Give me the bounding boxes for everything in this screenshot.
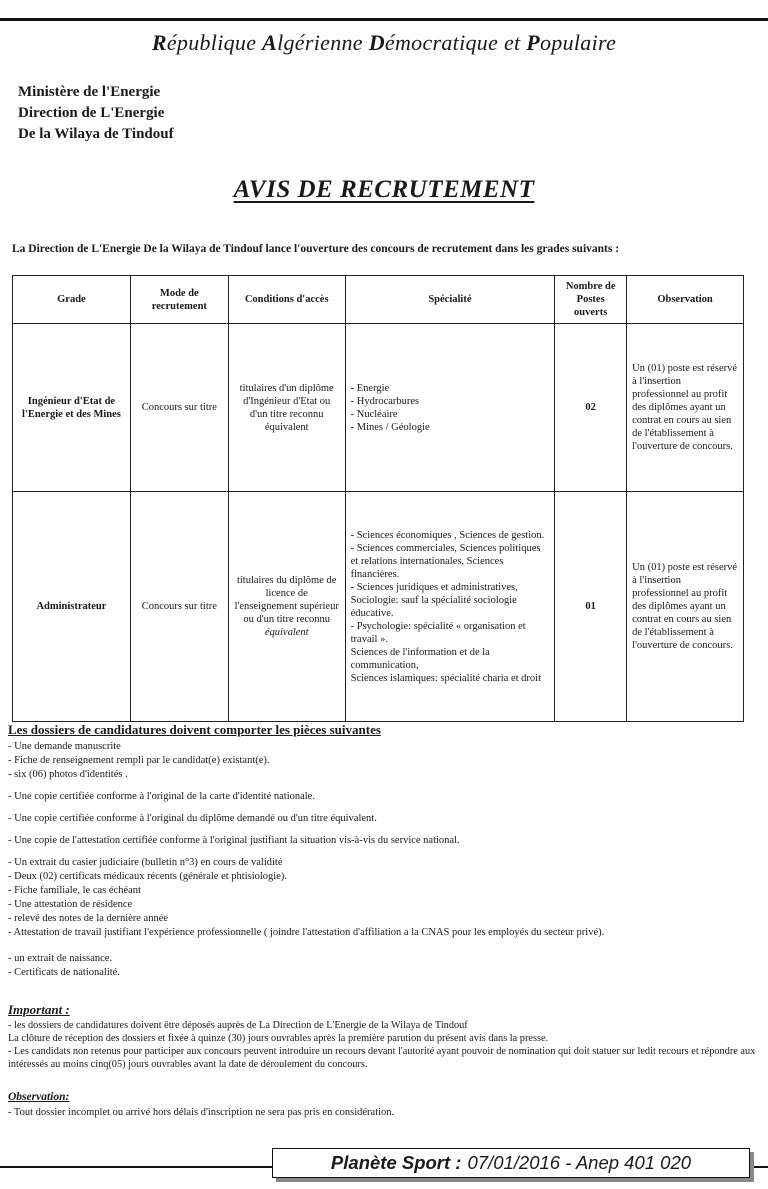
specialite-item: - Sciences juridiques et administratives, Sociologie: sauf la spécialité sociologie éducative. (350, 581, 518, 619)
important-text (8, 1019, 756, 1071)
cell-observation: Un (01) poste est réservé à l'insertion professionnel au profit des diplômes ayant un contrat en cours au sien de l'établissement à l'ouverture de concours. (627, 324, 744, 492)
important-line: - Les candidats non retenus pour participer aux concours peuvent introduire un recours devant l'autorité ayant pouvoir de nomination qui doit statuer sur ledit recours et répondre aux intéressés au moins cinq(05) jours ouvrables avant la date de déroulement du concours. (8, 1046, 756, 1070)
cell-observation: Un (01) poste est réservé à l'insertion professionnel au profit des diplômes ayant un contrat en cours au sien de l'établissement à l'ouverture de concours. (627, 492, 744, 722)
direction-line: Direction de L'Energie (18, 105, 165, 121)
cell-postes: 01 (555, 492, 627, 722)
cell-conditions: titulaires d'un diplôme d'Ingénieur d'Etat ou d'un titre reconnu équivalent (228, 324, 345, 492)
specialite-item: Sciences islamiques: spécialité charia et droit (350, 672, 542, 684)
header-postes: Nombre de Postes ouverts (555, 276, 627, 324)
table-row (13, 324, 744, 492)
list-item: - Une attestation de résidence (8, 899, 133, 910)
ministry-block (18, 82, 174, 145)
list-item: - Deux (02) certificats médicaux récents (générale et phtisiologie). (8, 871, 288, 882)
important-heading: Important : (8, 1002, 70, 1017)
important-line: - les dossiers de candidatures doivent être déposés auprès de La Direction de L'Energie de la Wilaya de Tindouf (8, 1020, 468, 1031)
header-mode: Mode de recrutement (130, 276, 228, 324)
wilaya-line: De la Wilaya de Tindouf (18, 126, 174, 142)
header-grade: Grade (13, 276, 131, 324)
cell-grade: Administrateur (13, 492, 131, 722)
specialite-item: - Energie (350, 382, 390, 394)
header-observation: Observation (627, 276, 744, 324)
observation-heading: Observation: (8, 1091, 70, 1103)
source-box (272, 1148, 750, 1178)
conditions-tail: équivalent (264, 627, 309, 638)
top-rule (0, 18, 768, 21)
cell-specialites (345, 492, 555, 722)
important-line: La clôture de réception des dossiers et fixée à quinze (30) jours ouvrables après la première parution du présent avis dans la presse. (8, 1033, 549, 1044)
cell-mode: Concours sur titre (130, 324, 228, 492)
intro-paragraph: La Direction de L'Energie De la Wilaya de Tindouf lance l'ouverture des concours de recrutement dans les grades suivants : (12, 243, 620, 255)
dossiers-heading: Les dossiers de candidatures doivent comporter les pièces suivantes (8, 722, 381, 737)
list-item: - Une demande manuscrite (8, 741, 121, 752)
page-title: AVIS DE RECRUTEMENT (233, 176, 535, 203)
list-item: - Une copie de l'attestation certifiée conforme à l'original justifiant la situation vis-à-vis du service national. (8, 835, 460, 846)
header-conditions: Conditions d'accès (228, 276, 345, 324)
list-item: - Fiche familiale, le cas échéant (8, 885, 141, 896)
list-item: - un extrait de naissance. (8, 953, 113, 964)
source-name: Planète Sport : (330, 1152, 462, 1173)
specialite-item: - Nucléaire (350, 408, 398, 420)
specialite-item: - Sciences économiques , Sciences de gestion. (350, 529, 545, 541)
cell-specialites (345, 324, 555, 492)
conditions-main: titulaires du diplôme de licence de l'enseignement supérieur ou d'un titre reconnu (234, 575, 339, 625)
table-header-row (13, 276, 744, 324)
dossiers-list (8, 740, 753, 980)
list-item: - Une copie certifiée conforme à l'original du diplôme demandé ou d'un titre équivalent. (8, 813, 377, 824)
list-item: - six (06) photos d'identités . (8, 769, 128, 780)
recruitment-table (12, 275, 744, 722)
list-item: - Fiche de renseignement rempli par le candidat(e) existant(e). (8, 755, 270, 766)
list-item: - Un extrait du casier judiciaire (bulletin n°3) en cours de validité (8, 857, 283, 868)
cell-mode: Concours sur titre (130, 492, 228, 722)
republic-heading: République Algérienne Démocratique et Populaire (151, 30, 617, 55)
list-item: - relevé des notes de la dernière année (8, 913, 169, 924)
cell-grade: Ingénieur d'Etat de l'Energie et des Mines (13, 324, 131, 492)
list-item: - Une copie certifiée conforme à l'original de la carte d'identité nationale. (8, 791, 315, 802)
list-item: - Attestation de travail justifiant l'expérience professionnelle ( joindre l'attestation d'affiliation a la CNAS pour les employés du secteur privé). (8, 927, 605, 938)
cell-postes: 02 (555, 324, 627, 492)
observation-text: - Tout dossier incomplet ou arrivé hors délais d'inscription ne sera pas pris en considération. (8, 1107, 395, 1118)
ministry-line: Ministère de l'Energie (18, 84, 161, 100)
specialite-item: - Sciences commerciales, Sciences politiques et relations internationales, Sciences financières. (350, 542, 541, 580)
source-ref: 07/01/2016 - Anep 401 020 (467, 1152, 692, 1173)
table-row (13, 492, 744, 722)
list-item: - Certificats de nationalité. (8, 967, 120, 978)
cell-conditions (228, 492, 345, 722)
specialite-item: - Hydrocarbures (350, 395, 420, 407)
header-specialite: Spécialité (345, 276, 555, 324)
specialite-item: Sciences de l'information et de la communication, (350, 646, 490, 671)
specialite-item: - Psychologie: spécialité « organisation et travail ». (350, 620, 526, 645)
specialite-item: - Mines / Géologie (350, 421, 430, 433)
